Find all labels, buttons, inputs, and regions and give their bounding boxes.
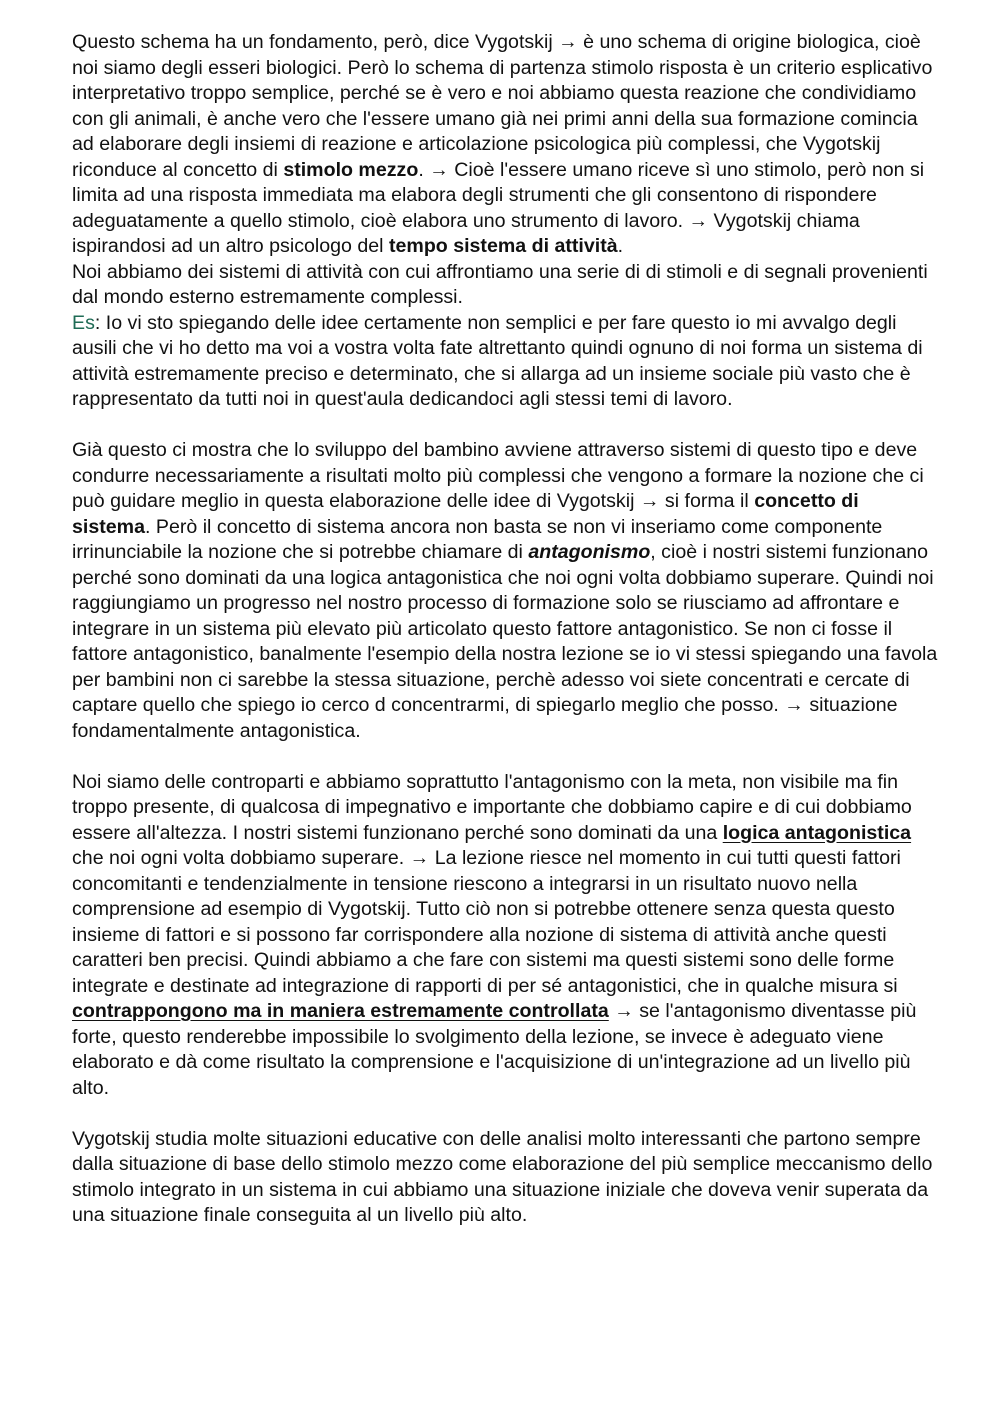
paragraph-concetto-di-sistema <box>72 438 938 744</box>
text-run: → se l'antagonismo diventasse più forte, questo renderebbe impossibile lo svolgimento della lezione, se invece è adeguato viene elaborato e dà come risultato la comprensione e l'acquisizione di un'integrazione ad un livello più alto. <box>72 1000 917 1099</box>
text-run: . Però il concetto di sistema ancora non basta se non vi inseriamo come componente irrinunciabile la nozione che si potrebbe chiamare di <box>72 515 883 563</box>
text-run: che noi ogni volta dobbiamo superare. → La lezione riesce nel momento in cui tutti questi fattori concomitanti e tendenzialmente in tensione riescono a integrarsi in un risultato nuovo nella comprensione ad esempio di Vygotskij. Tutto ciò non si potrebbe ottenere senza questa questo insieme di fattori e si possono far corrispondere alla nozione di sistema di attività anche questi caratteri ben precisi. Quindi abbiamo a che fare con sistemi ma questi sistemi sono delle forme integrate e destinate ad integrazione di rapporti di per sé antagonistici, che in qualche misura si <box>72 847 901 997</box>
document-page <box>72 30 938 1229</box>
paragraph-spacer <box>72 1101 938 1127</box>
paragraph-spacer <box>72 413 938 439</box>
paragraph-example <box>72 311 938 413</box>
paragraph-sistemi-di-attivita: Noi abbiamo dei sistemi di attività con cui affrontiamo una serie di di stimoli e di segnali provenienti dal mondo esterno estremamente complessi. <box>72 260 928 308</box>
text-run: , cioè i nostri sistemi funzionano perché sono dominati da una logica antagonistica che noi ogni volta dobbiamo superare. Quindi noi raggiungiamo un progresso nel nostro processo di formazione solo se riusciamo ad affrontare e integrare in un sistema più elevato più articolato questo fattore antagonistico. Se non ci fosse il fattore antagonistico, banalmente l'esempio della nostra lezione se io vi stessi spiegando una favola per bambini non ci sarebbe la stessa situazione, perchè adesso voi siete concentrati e cercate di captare quello che spiego io cerco d concentrarmi, di spiegarlo meglio che posso. → situazione fondamentalmente antagonistica. <box>72 541 938 742</box>
bold-italic-term-antagonismo: antagonismo <box>528 541 651 563</box>
text-run: Noi siamo delle controparti e abbiamo soprattutto l'antagonismo con la meta, non visibile ma fin troppo presente, di qualcosa di impegnativo e importante che dobbiamo capire e di cui dobbiamo essere all'altezza. I nostri sistemi funzionano perché sono dominati da una <box>72 770 912 844</box>
paragraph-situazioni-educative: Vygotskij studia molte situazioni educative con delle analisi molto interessanti che partono sempre dalla situazione di base dello stimolo mezzo come elaborazione del più semplice meccanismo dello stimolo integrato in un sistema in cui abbiamo una situazione iniziale che doveva venir superata da una situazione finale conseguita al un livello più alto. <box>72 1127 933 1226</box>
text-run: . <box>617 235 624 257</box>
bold-term-stimolo-mezzo: stimolo mezzo <box>283 158 419 181</box>
text-run: Già questo ci mostra che lo sviluppo del bambino avviene attraverso sistemi di questo tipo e deve condurre necessariamente a risultati molto più complessi che vengono a formare la nozione che ci può guidare meglio in questa elaborazione delle idee di Vygotskij → si forma il <box>72 439 924 512</box>
text-run: Questo schema ha un fondamento, però, dice Vygotskij → è uno schema di origine biologica, cioè noi siamo degli esseri biologici. Però lo schema di partenza stimolo risposta è un criterio esplicativo interpretativo troppo semplice, perché se è vero e noi abbiamo questa reazione che condividiamo con gli animali, è anche vero che l'essere umano già nei primi anni della sua formazione comincia ad elaborare degli insiemi di reazione e articolazione psicologica più complessi, che Vygotskij riconduce al concetto di <box>72 31 933 181</box>
text-run: : Io vi sto spiegando delle idee certamente non semplici e per fare questo io mi avvalgo degli ausili che vi ho detto ma voi a vostra volta fate altrettanto quindi ognuno di noi forma un sistema di attività estremamente preciso e determinato, che si allarga ad un insieme sociale più vasto che è rappresentato da tutti noi in quest'aula dedicandoci agli stessi temi di lavoro. <box>72 311 923 410</box>
text-run: . → Cioè l'essere umano riceve sì uno stimolo, però non si limita ad una risposta immediata ma elabora degli strumenti che gli consentono di rispondere adeguatamente a quello stimolo, cioè elabora uno strumento di lavoro. → Vygotskij chiama ispirandosi ad un altro psicologo del <box>72 158 925 257</box>
paragraph-spacer <box>72 744 938 770</box>
paragraph-controparti <box>72 770 938 1102</box>
bold-term-sistema-di-attivita: tempo sistema di attività <box>388 235 618 257</box>
example-label: Es <box>72 311 95 334</box>
bold-term-concetto-di-sistema: concetto di sistema <box>72 490 859 538</box>
paragraph-stimolo-mezzo <box>72 30 938 260</box>
underlined-term-logica-antagonistica: logica antagonistica <box>722 821 912 844</box>
underlined-term-contrappongono: contrappongono ma in maniera estremamente controllata <box>72 1000 609 1022</box>
